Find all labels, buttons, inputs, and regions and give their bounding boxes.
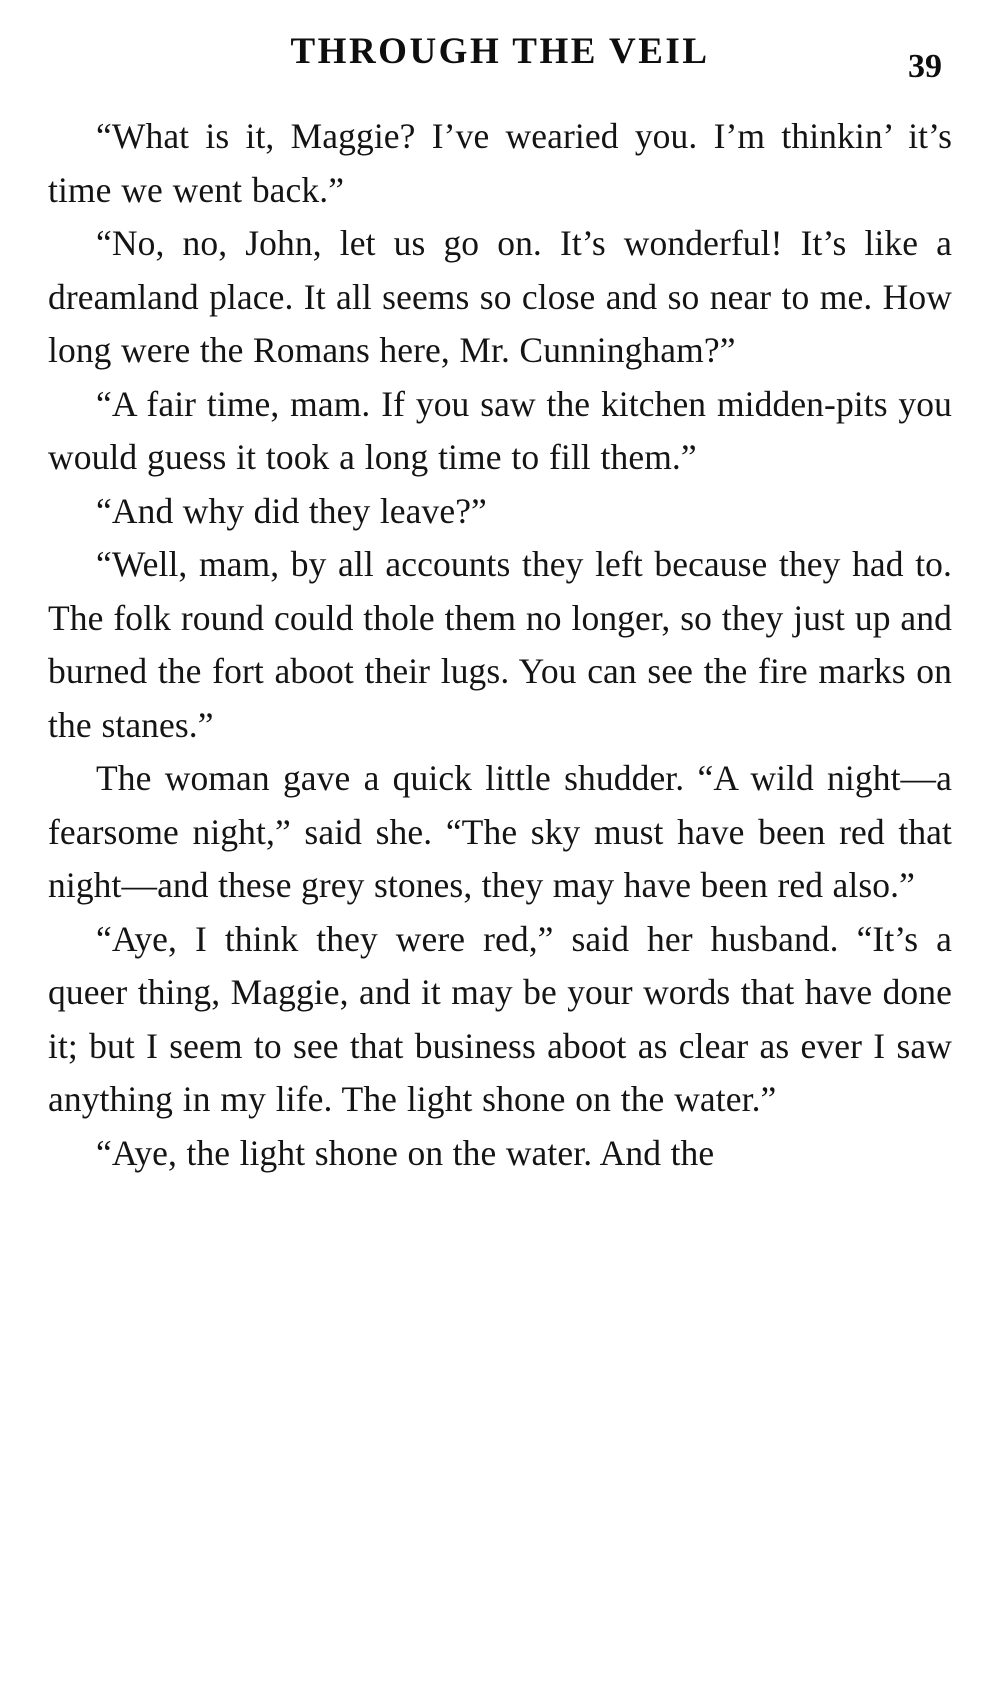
- running-head: [48, 30, 952, 92]
- paragraph: “Well, mam, by all accounts they left because they had to. The folk round could thole them no longer, so they just up and burned the fort aboot their lugs. You can see the fire marks on the stanes.”: [48, 544, 952, 745]
- body-text: [48, 110, 952, 1180]
- paragraph: “And why did they leave?”: [96, 490, 487, 531]
- paragraph: The woman gave a quick little shudder. “A wild night—a fearsome night,” said she. “The sky must have been red that night—and these grey stones, they may have been red also.”: [48, 758, 952, 905]
- paragraph: “Aye, I think they were red,” said her husband. “It’s a queer thing, Maggie, and it may be your words that have done it; but I seem to see that business aboot as clear as ever I saw anything in my life. The light shone on the water.”: [48, 918, 952, 1119]
- page-title: THROUGH THE VEIL: [290, 31, 710, 72]
- paragraph: “What is it, Maggie? I’ve wearied you. I’m thinkin’ it’s time we went back.”: [48, 116, 952, 210]
- paragraph: “Aye, the light shone on the water. And the: [96, 1132, 715, 1173]
- page-number: 39: [908, 48, 942, 85]
- paragraph: “No, no, John, let us go on. It’s wonderful! It’s like a dreamland place. It all seems so close and so near to me. How long were the Romans here, Mr. Cunningham?”: [48, 223, 952, 370]
- paragraph: “A fair time, mam. If you saw the kitchen midden-pits you would guess it took a long time to fill them.”: [48, 383, 952, 477]
